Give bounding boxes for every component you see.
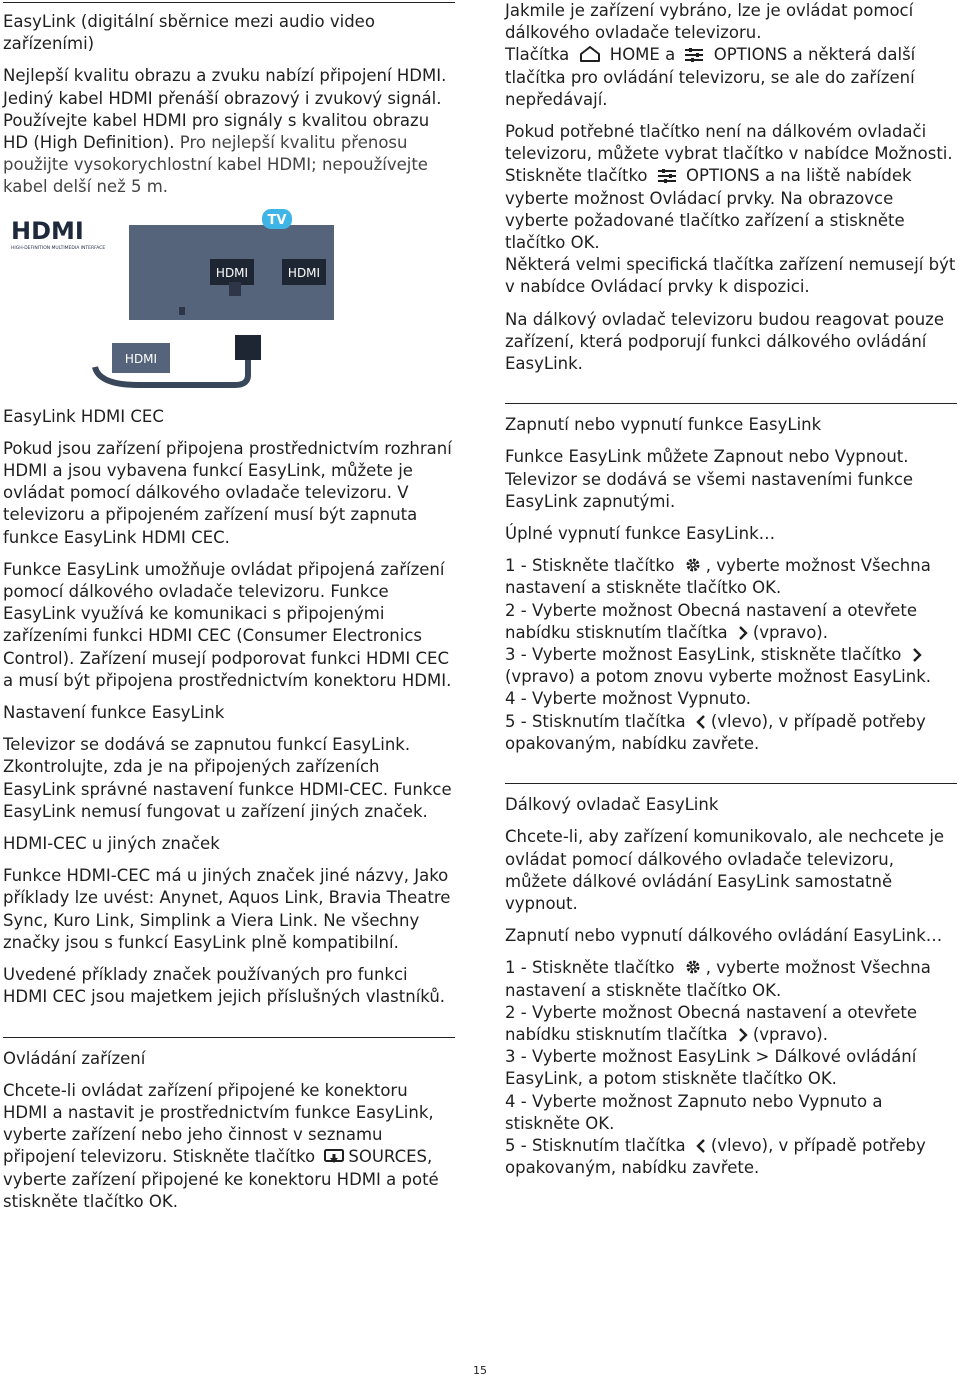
- hdmi-quality-text: Nejlepší kvalitu obrazu a zvuku nabízí připojení HDMI. Jediný kabel HDMI přenáší obrazový i zvukový signál. Používejte kabel HDMI pro signály s kvalitou obrazu HD (High Definition).: [3, 66, 447, 153]
- hdmi-cable-tip: Pro nejlepší kvalitu přenosu použijte vysokorychlostní kabel HDMI; nepoužívejte kabel delší než 5 m.: [3, 133, 428, 197]
- easylink-settings-paragraph: Televizor se dodává se zapnutou funkcí EasyLink. Zkontrolujte, zda je na připojených zařízeních EasyLink správné nastavení funkce HDMI-CEC. Funkce EasyLink nemusí fungovat u zařízení jiných značek.: [3, 735, 452, 821]
- remote-support-paragraph: Na dálkový ovladač televizoru budou reagovat pouze zařízení, která podporují funkci dálkového ovládání EasyLink.: [505, 309, 944, 374]
- chevron-right-icon: [737, 625, 749, 641]
- options-icon: [684, 47, 704, 63]
- hdmi-logo-text: HDMI: [11, 216, 84, 245]
- hdmi-port-1-label: HDMI: [215, 265, 249, 280]
- step-2-text: 2 - Vyberte možnost Obecná nastavení a otevřete nabídku stisknutím tlačítka: [505, 1002, 917, 1044]
- section-title-easylink-remote: Dálkový ovladač EasyLink: [505, 795, 719, 815]
- chevron-left-icon: [695, 1138, 707, 1154]
- page-number: 15: [473, 1364, 487, 1377]
- step-3-text: 3 - Vyberte možnost EasyLink, stiskněte tlačítko: [505, 645, 902, 665]
- step-1-text: 1 - Stiskněte tlačítko: [505, 556, 675, 576]
- chevron-right-icon: [737, 1027, 749, 1043]
- step-5-text-b: (vlevo), v případě potřeby opakovaným, nabídku zavřete.: [505, 711, 926, 753]
- hdmi-connection-diagram: [9, 207, 339, 392]
- options-menu-text-a: Pokud potřebné tlačítko není na dálkovém ovladači televizoru, můžete vybrat tlačítko v nabídce Možnosti.: [505, 122, 953, 164]
- options-menu-text-d: Některá velmi specifická tlačítka zařízení nemusejí být v nabídce Ovládací prvky k dispozici.: [505, 255, 956, 297]
- options-text: OPTIONS a některá další tlačítka pro ovládání televizoru, se ale do zařízení nepředávají.: [505, 45, 916, 109]
- options-menu-paragraph: [505, 121, 957, 299]
- sources-button-label: SOURCES: [348, 1147, 427, 1167]
- easylink-off-heading: Úplné vypnutí funkce EasyLink…: [505, 524, 776, 544]
- step-5-text: 5 - Stisknutím tlačítka: [505, 1135, 686, 1155]
- tv-label: TV: [267, 212, 287, 228]
- easylink-remote-steps: [505, 957, 957, 1179]
- easylink-on-off-paragraph: Funkce EasyLink můžete Zapnout nebo Vypnout. Televizor se dodává se všemi nastaveními funkce EasyLink zapnutými.: [505, 447, 914, 511]
- easylink-intro: [3, 65, 455, 198]
- step-5-text-b: (vlevo), v případě potřeby opakovaným, nabídku zavřete.: [505, 1135, 926, 1178]
- hdmi-cec-paragraph-1: Pokud jsou zařízení připojena prostřednictvím rozhraní HDMI a jsou vybavena funkcí EasyLink, můžete je ovládat pomocí dálkového ovladače televizoru. V televizoru a připojeném zařízení musí být zapnuta funkce EasyLink HDMI CEC.: [3, 438, 452, 547]
- step-2-text-b: (vpravo).: [752, 622, 828, 642]
- section-title-device-control: Ovládání zařízení: [3, 1048, 146, 1068]
- options-icon: [657, 168, 677, 184]
- ok-button-label: OK.: [148, 1191, 178, 1211]
- hdmi-logo: [11, 217, 105, 251]
- step-4-text: 4 - Vyberte možnost Vypnuto.: [505, 689, 752, 709]
- chevron-right-icon: [911, 647, 923, 663]
- step-5-text: 5 - Stisknutím tlačítka: [505, 711, 686, 731]
- device-control-paragraph: [3, 1080, 455, 1213]
- sources-icon: [324, 1149, 344, 1165]
- tv-panel-hole: [179, 307, 185, 315]
- device-control-text-a: Chcete-li ovládat zařízení připojené ke konektoru HDMI a nastavit je prostřednictvím funkce EasyLink, vyberte zařízení nebo jeho činnost v seznamu připojení televizoru. Stiskněte tlačítko: [3, 1080, 434, 1167]
- device-control-text-b: , vyberte zařízení připojené ke konektoru HDMI a poté stiskněte tlačítko: [3, 1147, 439, 1211]
- hdmi-plug-device: [235, 335, 261, 360]
- home-icon: [579, 45, 601, 63]
- step-1-text-b: , vyberte možnost Všechna nastavení a stiskněte tlačítko OK.: [505, 556, 931, 598]
- device-hdmi-label: HDMI: [124, 351, 158, 366]
- step-3-text: 3 - Vyberte možnost EasyLink > Dálkové ovládání EasyLink, a potom stiskněte tlačítko OK.: [505, 1047, 917, 1089]
- options-menu-text-c: OPTIONS a na liště nabídek vyberte možnost Ovládací prvky. Na obrazovce vyberte požadované tlačítko zařízení a stiskněte tlačítko OK.: [505, 166, 912, 253]
- easylink-remote-heading: Zapnutí nebo vypnutí dálkového ovládání EasyLink…: [505, 926, 943, 946]
- control-intro-text: Jakmile je zařízení vybráno, lze je ovládat pomocí dálkového ovladače televizoru.: [505, 1, 914, 43]
- section-title-easylink-on-off: Zapnutí nebo vypnutí funkce EasyLink: [505, 415, 822, 435]
- step-1-text-b: , vyberte možnost Všechna nastavení a stiskněte tlačítko OK.: [505, 958, 931, 1000]
- easylink-remote-paragraph: Chcete-li, aby zařízení komunikovalo, ale nechcete je ovládat pomocí dálkového ovladače televizoru, můžete dálkové ovládání EasyLink samostatně vypnout.: [505, 827, 945, 913]
- section-title-other-brands: HDMI-CEC u jiných značek: [3, 834, 220, 854]
- section-title-easylink-settings: Nastavení funkce EasyLink: [3, 703, 225, 723]
- step-4-text: 4 - Vyberte možnost Zapnuto nebo Vypnuto a stiskněte OK.: [505, 1091, 883, 1133]
- control-intro: [505, 0, 957, 111]
- easylink-off-steps: [505, 555, 957, 755]
- buttons-text: Tlačítka: [505, 45, 570, 65]
- hdmi-logo-subtitle: HIGH-DEFINITION MULTIMEDIA INTERFACE: [11, 245, 106, 251]
- other-brands-paragraph-1: Funkce HDMI-CEC má u jiných značek jiné názvy, Jako příklady lze uvést: Anynet, Aquos Link, Bravia Theatre Sync, Kuro Link, Simplink a Viera Link. Ne všechny značky jsou s funkcí EasyLink plně kompatibilní.: [3, 866, 451, 952]
- section-title-hdmi-cec: EasyLink HDMI CEC: [3, 406, 164, 426]
- home-button-label: HOME a: [609, 45, 676, 65]
- right-column: [505, 0, 957, 1179]
- gear-icon: [684, 556, 702, 574]
- step-3-text-b: (vpravo) a potom znovu vyberte možnost EasyLink.: [505, 667, 932, 687]
- step-2-text-b: (vpravo).: [752, 1024, 828, 1044]
- gear-icon: [684, 958, 702, 976]
- step-2-text: 2 - Vyberte možnost Obecná nastavení a otevřete nabídku stisknutím tlačítka: [505, 600, 917, 642]
- hdmi-plug-tv: [229, 282, 241, 296]
- left-column: [3, 0, 455, 1213]
- section-title-easylink: EasyLink (digitální sběrnice mezi audio video zařízeními): [3, 12, 375, 54]
- step-1-text: 1 - Stiskněte tlačítko: [505, 958, 675, 978]
- hdmi-cec-paragraph-2: Funkce EasyLink umožňuje ovládat připojená zařízení pomocí dálkového ovladače televizoru. Funkce EasyLink využívá ke komunikaci s připojenými zařízeními funkci HDMI CEC (Consumer Electronics Control). Zařízení musejí podporovat funkci HDMI CEC a musí být připojena prostřednictvím konektoru HDMI.: [3, 559, 452, 690]
- hdmi-port-2-label: HDMI: [287, 265, 321, 280]
- options-menu-text-b: Stiskněte tlačítko: [505, 166, 648, 186]
- chevron-left-icon: [695, 714, 707, 730]
- other-brands-paragraph-2: Uvedené příklady značek používaných pro funkci HDMI CEC jsou majetkem jejich příslušných vlastníků.: [3, 965, 446, 1007]
